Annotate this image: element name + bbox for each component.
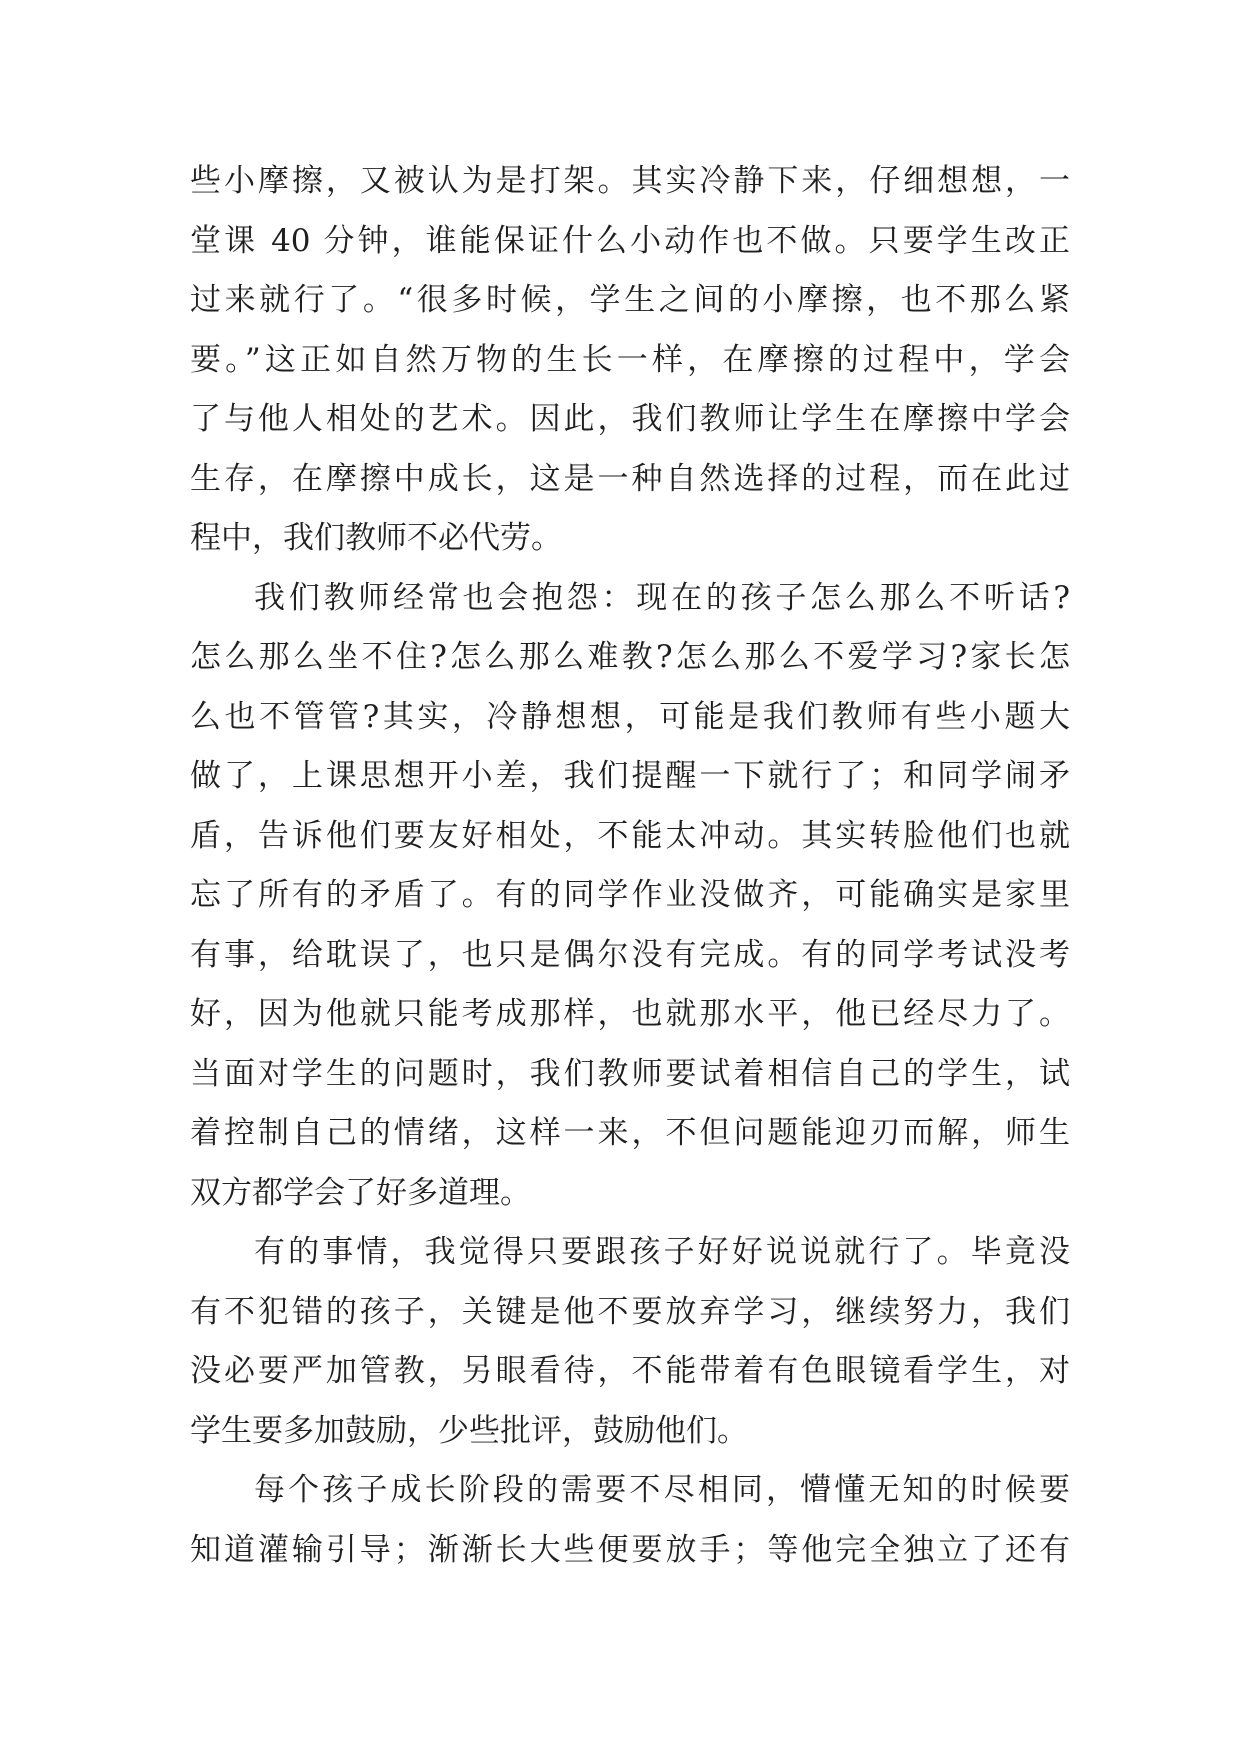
text-line: 么也不管管?其实，冷静想想，可能是我们教师有些小题大 <box>190 698 1070 735</box>
body-text <box>190 152 1070 1580</box>
text-line: 程中，我们教师不必代劳。 <box>190 520 562 556</box>
text-line: 学生要多加鼓励，少些批评，鼓励他们。 <box>190 1412 748 1449</box>
paragraph-first-line: 我们教师经常也会抱怨：现在的孩子怎么那么不听话? <box>254 579 1070 616</box>
text-line: 知道灌输引导；渐渐长大些便要放手；等他完全独立了还有 <box>190 1531 1070 1568</box>
text-line: 过来就行了。“很多时候，学生之间的小摩擦，也不那么紧 <box>190 282 1070 318</box>
text-line: 双方都学会了好多道理。 <box>190 1174 531 1211</box>
text-line: 忘了所有的矛盾了。有的同学作业没做齐，可能确实是家里 <box>190 877 1070 913</box>
text-line: 堂课 40 分钟，谁能保证什么小动作也不做。只要学生改正 <box>190 222 1070 259</box>
paragraph-first-line: 有的事情，我觉得只要跟孩子好好说说就行了。毕竟没 <box>254 1234 1070 1270</box>
text-line: 当面对学生的问题时，我们教师要试着相信自己的学生，试 <box>190 1055 1070 1092</box>
text-line: 盾，告诉他们要友好相处，不能太冲动。其实转脸他们也就 <box>190 817 1070 854</box>
text-line: 有不犯错的孩子，关键是他不要放弃学习，继续努力，我们 <box>190 1293 1070 1330</box>
text-line: 要。”这正如自然万物的生长一样，在摩擦的过程中，学会 <box>190 341 1070 378</box>
text-line: 着控制自己的情绪，这样一来，不但问题能迎刃而解，师生 <box>190 1115 1070 1151</box>
text-line: 有事，给耽误了，也只是偶尔没有完成。有的同学考试没考 <box>190 936 1070 973</box>
paragraph-first-line: 每个孩子成长阶段的需要不尽相同，懵懂无知的时候要 <box>254 1472 1070 1508</box>
text-line: 没必要严加管教，另眼看待，不能带着有色眼镜看学生，对 <box>190 1353 1070 1389</box>
text-line: 生存，在摩擦中成长，这是一种自然选择的过程，而在此过 <box>190 460 1070 497</box>
text-line: 做了，上课思想开小差，我们提醒一下就行了；和同学闹矛 <box>190 758 1070 794</box>
text-line: 怎么那么坐不住?怎么那么难教?怎么那么不爱学习?家长怎 <box>190 639 1070 675</box>
text-line: 了与他人相处的艺术。因此，我们教师让学生在摩擦中学会 <box>190 401 1070 437</box>
text-line: 些小摩擦，又被认为是打架。其实冷静下来，仔细想想，一 <box>190 163 1070 199</box>
text-line: 好，因为他就只能考成那样，也就那水平，他已经尽力了。 <box>190 996 1070 1032</box>
